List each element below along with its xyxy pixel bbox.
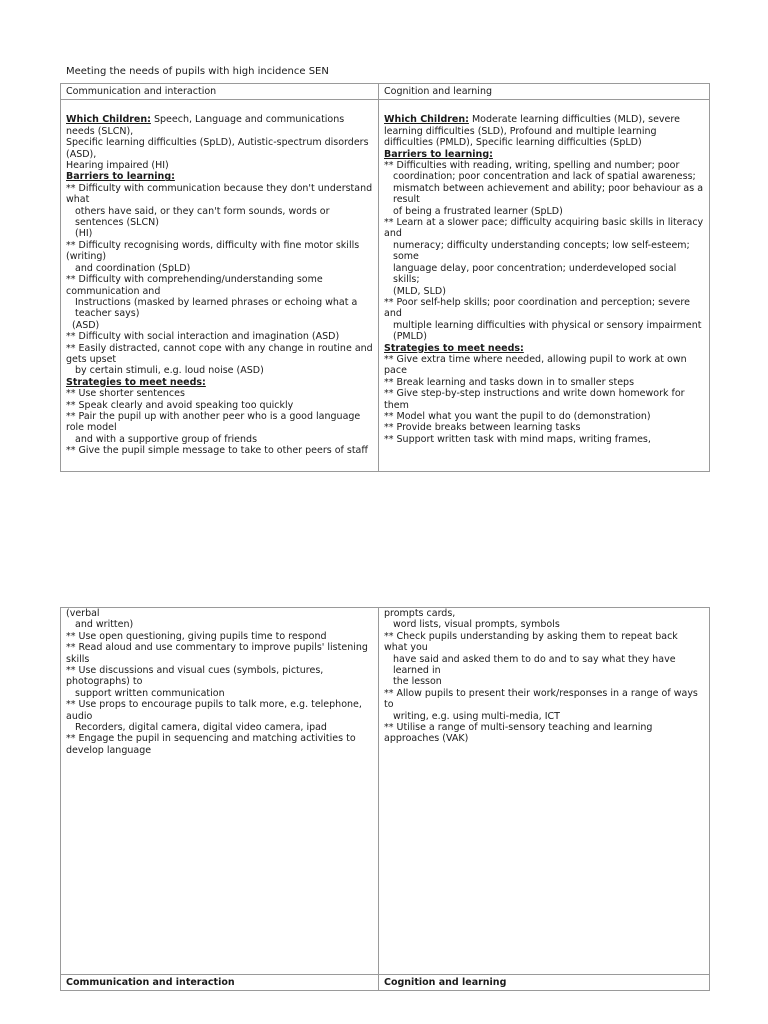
paragraph-line: ** Difficulty with communication because they don't understand what xyxy=(66,182,373,206)
paragraph-line: ** Use discussions and visual cues (symbols, pictures, photographs) to xyxy=(66,665,324,688)
paragraph-line: (verbal xyxy=(66,608,100,619)
paragraph-line: (ASD) xyxy=(72,319,100,331)
footer-cognition: Cognition and learning xyxy=(379,975,710,991)
table-body-row-continued xyxy=(61,608,710,975)
paragraph-line: Recorders, digital camera, digital video camera, ipad xyxy=(75,722,327,734)
which-children-text: Speech, Language and communications needs (SLCN), xyxy=(66,114,345,137)
paragraph-line: ** Read aloud and use commentary to improve pupils' listening skills xyxy=(66,642,368,665)
sen-table-top xyxy=(60,83,710,472)
paragraph-line: ** Use props to encourage pupils to talk more, e.g. telephone, audio xyxy=(66,699,362,722)
column-header-communication: Communication and interaction xyxy=(61,84,379,100)
paragraph-line: of being a frustrated learner (SpLD) xyxy=(393,205,563,217)
paragraph-line: and written) xyxy=(75,619,134,631)
paragraph-line: coordination; poor concentration and lack of spatial awareness; xyxy=(393,171,696,183)
footer-communication: Communication and interaction xyxy=(61,975,379,991)
paragraph-line: word lists, visual prompts, symbols xyxy=(393,619,560,631)
column-header-cognition: Cognition and learning xyxy=(379,84,710,100)
paragraph-line: ** Learn at a slower pace; difficulty acquiring basic skills in literacy and xyxy=(384,217,704,240)
paragraph-line: ** Use open questioning, giving pupils time to respond xyxy=(66,630,327,642)
paragraph-line: ** Pair the pupil up with another peer who is a good language role model xyxy=(66,410,361,434)
sen-table-bottom xyxy=(60,607,710,991)
paragraph-line: ** Easily distracted, cannot cope with any change in routine and gets upset xyxy=(66,342,373,365)
paragraph-line: have said and asked them to do and to say what they have learned in xyxy=(393,653,676,677)
paragraph-line: ** Give step-by-step instructions and write down homework for them xyxy=(384,388,685,411)
paragraph-line: ** Allow pupils to present their work/responses in a range of ways to xyxy=(384,687,698,711)
paragraph-line: mismatch between achievement and ability; poor behaviour as a result xyxy=(393,182,704,206)
paragraph-line: ** Difficulty with comprehending/understanding some communication and xyxy=(66,274,323,297)
cognition-cell xyxy=(379,100,710,472)
page-title: Meeting the needs of pupils with high incidence SEN xyxy=(66,66,329,77)
paragraph-line: ** Difficulty with social interaction and imagination (ASD) xyxy=(66,331,340,343)
paragraph-line: support written communication xyxy=(75,687,225,699)
paragraph-line: and coordination (SpLD) xyxy=(75,262,191,274)
paragraph-line: ** Provide breaks between learning tasks xyxy=(384,422,581,434)
which-children-text: Moderate learning difficulties (MLD), severe learning difficulties (SLD), Profound and multiple learning difficulties (PMLD), Specific learning difficulties (SpLD) xyxy=(384,114,680,149)
paragraph-line: (MLD, SLD) xyxy=(393,285,446,297)
which-children-label: Which Children: xyxy=(66,114,151,126)
table-body-row xyxy=(61,100,710,472)
paragraph-line: by certain stimuli, e.g. loud noise (ASD) xyxy=(75,365,264,377)
paragraph-line: ** Break learning and tasks down in to smaller steps xyxy=(384,376,635,388)
paragraph-line: the lesson xyxy=(393,676,442,688)
which-children-label: Which Children: xyxy=(384,114,469,126)
paragraph-line: ** Engage the pupil in sequencing and matching activities to develop language xyxy=(66,733,356,756)
paragraph-line: ** Utilise a range of multi-sensory teaching and learning approaches (VAK) xyxy=(384,722,653,745)
which-children-line xyxy=(384,114,704,148)
section-heading: Barriers to learning: xyxy=(66,171,175,183)
paragraph-line: ** Check pupils understanding by asking them to repeat back what you xyxy=(384,630,678,654)
table-header-row xyxy=(61,84,710,100)
communication-cell xyxy=(61,100,379,472)
cognition-cell-continued xyxy=(379,608,710,975)
paragraph-line: (HI) xyxy=(75,228,93,240)
paragraph-line: ** Give the pupil simple message to take to other peers of staff xyxy=(66,445,368,457)
paragraph-line: Hearing impaired (HI) xyxy=(66,160,169,172)
section-heading: Strategies to meet needs: xyxy=(66,376,206,388)
paragraph-line: ** Give extra time where needed, allowing pupil to work at own pace xyxy=(384,353,687,377)
section-heading: Strategies to meet needs: xyxy=(384,342,524,354)
paragraph-line: ** Model what you want the pupil to do (demonstration) xyxy=(384,410,651,422)
paragraph-line: ** Poor self-help skills; poor coordination and perception; severe and xyxy=(384,296,690,320)
which-children-line xyxy=(66,114,373,137)
paragraph-line: others have said, or they can't form sounds, words or sentences (SLCN) xyxy=(75,205,330,229)
table-footer-row xyxy=(61,975,710,991)
paragraph-line: ** Difficulties with reading, writing, spelling and number; poor xyxy=(384,160,680,172)
paragraph-line: ** Use shorter sentences xyxy=(66,388,185,400)
paragraph-line: multiple learning difficulties with physical or sensory impairment (PMLD) xyxy=(393,319,702,343)
paragraph-line: ** Support written task with mind maps, writing frames, xyxy=(384,433,651,445)
paragraph-line: and with a supportive group of friends xyxy=(75,433,258,445)
paragraph-line: language delay, poor concentration; underdeveloped social skills; xyxy=(393,262,677,286)
paragraph-line: prompts cards, xyxy=(384,608,456,619)
paragraph-line: Instructions (masked by learned phrases or echoing what a teacher says) xyxy=(75,296,358,320)
paragraph-line: Specific learning difficulties (SpLD), Autistic-spectrum disorders (ASD), xyxy=(66,137,369,160)
paragraph-line: ** Difficulty recognising words, difficulty with fine motor skills (writing) xyxy=(66,239,360,263)
communication-cell-continued xyxy=(61,608,379,975)
section-heading: Barriers to learning: xyxy=(384,148,493,160)
paragraph-line: ** Speak clearly and avoid speaking too quickly xyxy=(66,399,294,411)
paragraph-line: numeracy; difficulty understanding concepts; low self-esteem; some xyxy=(393,239,690,263)
paragraph-line: writing, e.g. using multi-media, ICT xyxy=(393,710,560,722)
